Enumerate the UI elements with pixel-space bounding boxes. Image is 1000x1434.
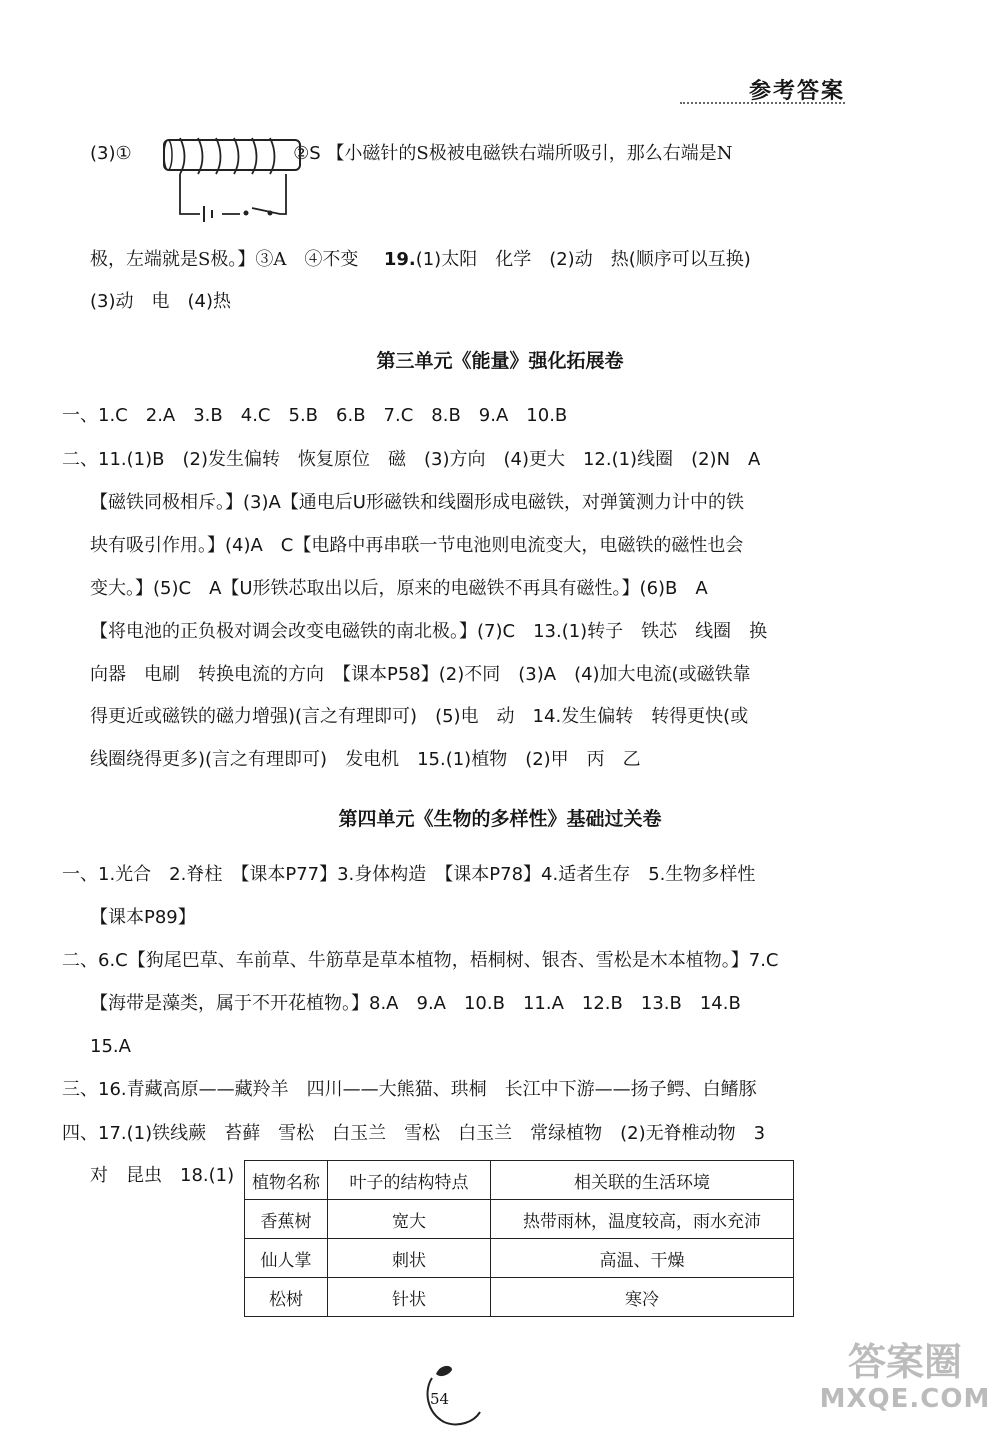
table-cell: 松树: [245, 1278, 328, 1317]
q3-prefix: (3)①: [90, 143, 132, 164]
unit3-title: 第三单元《能量》强化拓展卷: [376, 350, 624, 372]
watermark-logo-text: 答案圈: [847, 1340, 962, 1384]
table-cell: 热带雨林，温度较高，雨水充沛: [491, 1200, 794, 1239]
table-cell: 刺状: [328, 1239, 491, 1278]
unit3-line-5: 变大。】(5)C A【U形铁芯取出以后，原来的电磁铁不再具有磁性。】(6)B A: [90, 578, 708, 599]
unit3-line-3: 【磁铁同极相斥。】(3)A【通电后U形磁铁和线圈形成电磁铁，对弹簧测力计中的铁: [90, 492, 744, 513]
header-dotted-rule: [680, 102, 845, 104]
unit3-line-1: 一、1.C 2.A 3.B 4.C 5.B 6.B 7.C 8.B 9.A 10.B: [62, 405, 568, 426]
table-cell: 仙人掌: [245, 1239, 328, 1278]
unit3-line-8: 得更近或磁铁的磁力增强)(言之有理即可) (5)电 动 14.发生偏转 转得更快(或: [90, 706, 749, 727]
table-header-cell: 叶子的结构特点: [328, 1161, 491, 1200]
watermark-domain: MXQE.COM: [819, 1384, 991, 1414]
table-cell: 香蕉树: [245, 1200, 328, 1239]
unit4-line-7: 四、17.(1)铁线蕨 苔藓 雪松 白玉兰 雪松 白玉兰 常绿植物 (2)无脊椎动物 3: [62, 1123, 766, 1144]
table-cell: 高温、干燥: [491, 1239, 794, 1278]
q19-number: 19.: [383, 249, 416, 270]
table-cell: 宽大: [328, 1200, 491, 1239]
unit3-line-9: 线圈绕得更多)(言之有理即可) 发电机 15.(1)植物 (2)甲 丙 乙: [90, 749, 641, 770]
q3-rest: ②S: [293, 143, 321, 164]
table-cell: 针状: [328, 1278, 491, 1317]
unit4-line-6: 三、16.青藏高原——藏羚羊 四川——大熊猫、珙桐 长江中下游——扬子鳄、白鳍豚: [62, 1079, 757, 1100]
table-header-row: [245, 1161, 794, 1200]
electromagnet-diagram: [160, 134, 310, 224]
table-row: [245, 1278, 794, 1317]
page-number: 54: [430, 1390, 450, 1408]
line2-text: 极，左端就是S极。】③A ④不变: [90, 249, 359, 270]
unit4-line-4: 【海带是藻类，属于不开花植物。】8.A 9.A 10.B 11.A 12.B 13.B 14.B: [90, 993, 741, 1014]
plant-leaf-table: [244, 1160, 794, 1317]
page-header-title: 参考答案: [748, 79, 845, 104]
unit3-line-2: 二、11.(1)B (2)发生偏转 恢复原位 磁 (3)方向 (4)更大 12.(1)线圈 (2)N A: [62, 449, 761, 470]
table-header-cell: 植物名称: [245, 1161, 328, 1200]
table-cell: 寒冷: [491, 1278, 794, 1317]
unit3-line-7: 向器 电刷 转换电流的方向 【课本P58】(2)不同 (3)A (4)加大电流(或磁铁靠: [90, 664, 751, 685]
table-row: [245, 1239, 794, 1278]
unit4-line-3: 二、6.C【狗尾巴草、车前草、牛筋草是草本植物，梧桐树、银杏、雪松是木本植物。】7.C: [62, 950, 779, 971]
site-watermark: [815, 1340, 995, 1430]
unit4-line-5: 15.A: [90, 1036, 131, 1057]
table-header-cell: 相关联的生活环境: [491, 1161, 794, 1200]
unit3-line-6: 【将电池的正负极对调会改变电磁铁的南北极。】(7)C 13.(1)转子 铁芯 线圈 换: [90, 621, 768, 642]
q3-note: 【小磁针的S极被电磁铁右端所吸引，那么右端是N: [326, 143, 733, 164]
unit4-line-8: 对 昆虫 18.(1): [90, 1165, 235, 1186]
unit4-line-2: 【课本P89】: [90, 907, 196, 928]
q19-text: (1)太阳 化学 (2)动 热(顺序可以互换): [415, 249, 751, 270]
unit4-line-1: 一、1.光合 2.脊柱 【课本P77】3.身体构造 【课本P78】4.适者生存 5.生物多样性: [62, 864, 756, 885]
unit3-line-4: 块有吸引作用。】(4)A C【电路中再串联一节电池则电流变大，电磁铁的磁性也会: [90, 535, 744, 556]
answer-line-2: [90, 248, 870, 272]
table-row: [245, 1200, 794, 1239]
answer-line-3: (3)动 电 (4)热: [90, 291, 231, 312]
unit4-title: 第四单元《生物的多样性》基础过关卷: [338, 808, 662, 830]
leaf-ornament-icon: [418, 1360, 488, 1430]
